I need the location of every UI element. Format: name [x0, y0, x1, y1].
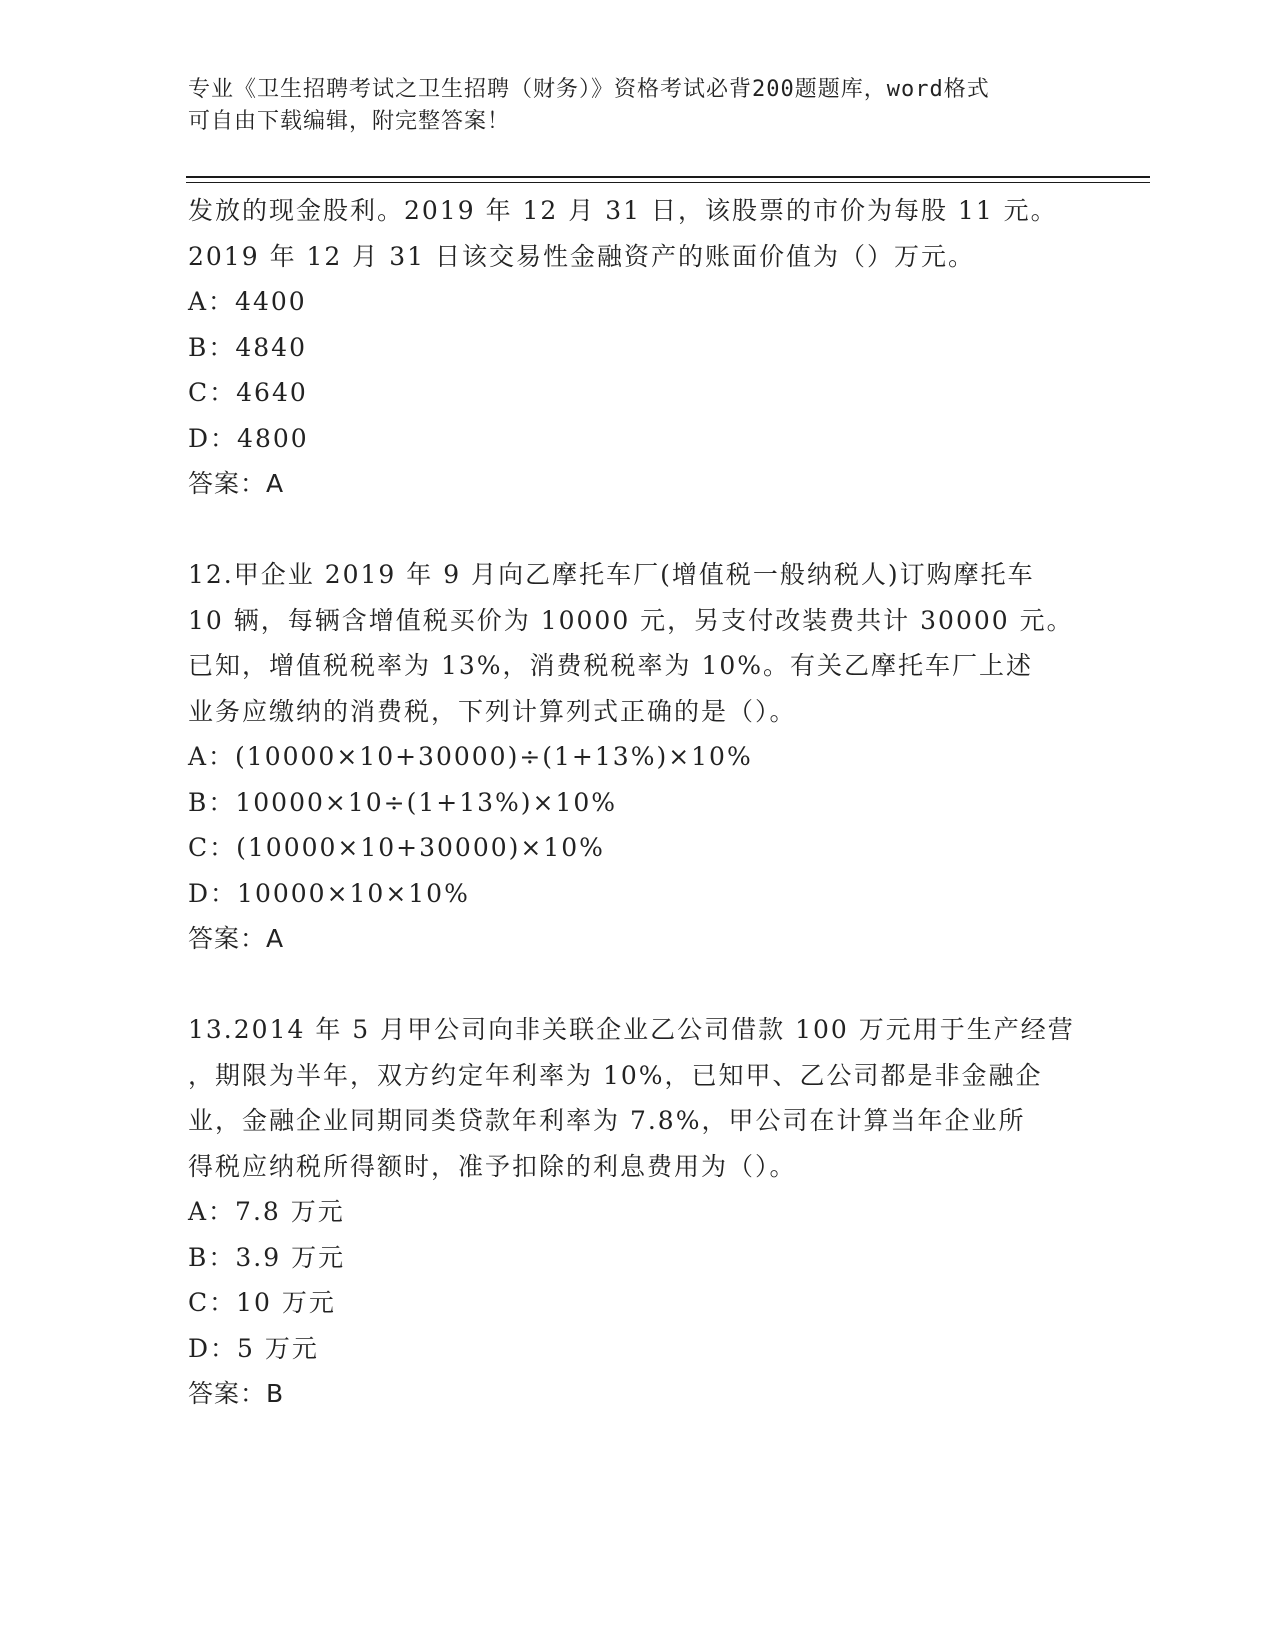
header-divider-thick [186, 176, 1150, 178]
answer-line: 答案：B [188, 1379, 285, 1408]
document-header [188, 74, 1068, 138]
question-text-line: 12.甲企业 2019 年 9 月向乙摩托车厂(增值税一般纳税人)订购摩托车 [188, 560, 1035, 589]
option-a: A：4400 [188, 287, 307, 316]
question-13 [188, 1007, 1088, 1417]
question-text-line: 10 辆，每辆含增值税买价为 10000 元，另支付改装费共计 30000 元。 [188, 605, 1074, 635]
option-d: D：4800 [188, 423, 309, 453]
question-text-line: 已知，增值税税率为 13%，消费税税率为 10%。有关乙摩托车厂上述 [188, 651, 1034, 680]
answer-line: 答案：A [188, 469, 285, 498]
option-c: C：10 万元 [188, 1288, 336, 1317]
question-11 [188, 188, 1088, 507]
question-list [188, 188, 1088, 1417]
header-divider-thin [186, 182, 1150, 183]
option-b: B：10000×10÷(1+13%)×10% [188, 787, 618, 817]
option-a: A：7.8 万元 [188, 1197, 345, 1226]
question-text-line: 13.2014 年 5 月甲公司向非关联企业乙公司借款 100 万元用于生产经营 [188, 1015, 1075, 1044]
option-d: D：10000×10×10% [188, 878, 470, 908]
question-text-line: 得税应纳税所得额时，准予扣除的利息费用为（）。 [188, 1151, 797, 1181]
option-b: B：4840 [188, 332, 307, 362]
question-spacer [188, 507, 1088, 553]
header-title-line-2: 可自由下载编辑，附完整答案！ [188, 109, 511, 134]
option-d: D：5 万元 [188, 1333, 319, 1363]
question-text-line: 2019 年 12 月 31 日该交易性金融资产的账面价值为（）万元。 [188, 241, 975, 271]
option-a: A：(10000×10+30000)÷(1+13%)×10% [188, 742, 753, 771]
question-text-line: 发放的现金股利。2019 年 12 月 31 日，该股票的市价为每股 11 元。 [188, 196, 1058, 225]
question-spacer [188, 962, 1088, 1008]
option-b: B：3.9 万元 [188, 1242, 346, 1272]
question-text-line: 业务应缴纳的消费税，下列计算列式正确的是（）。 [188, 696, 797, 726]
option-c: C：4640 [188, 378, 308, 407]
header-title-line-1: 专业《卫生招聘考试之卫生招聘（财务）》资格考试必背200题题库，word格式 [188, 77, 990, 102]
question-text-line: ，期限为半年，双方约定年利率为 10%，已知甲、乙公司都是非金融企 [188, 1060, 1043, 1090]
answer-line: 答案：A [188, 924, 285, 953]
option-c: C：(10000×10+30000)×10% [188, 833, 605, 862]
question-text-line: 业，金融企业同期同类贷款年利率为 7.8%，甲公司在计算当年企业所 [188, 1106, 1026, 1135]
question-12 [188, 552, 1088, 962]
